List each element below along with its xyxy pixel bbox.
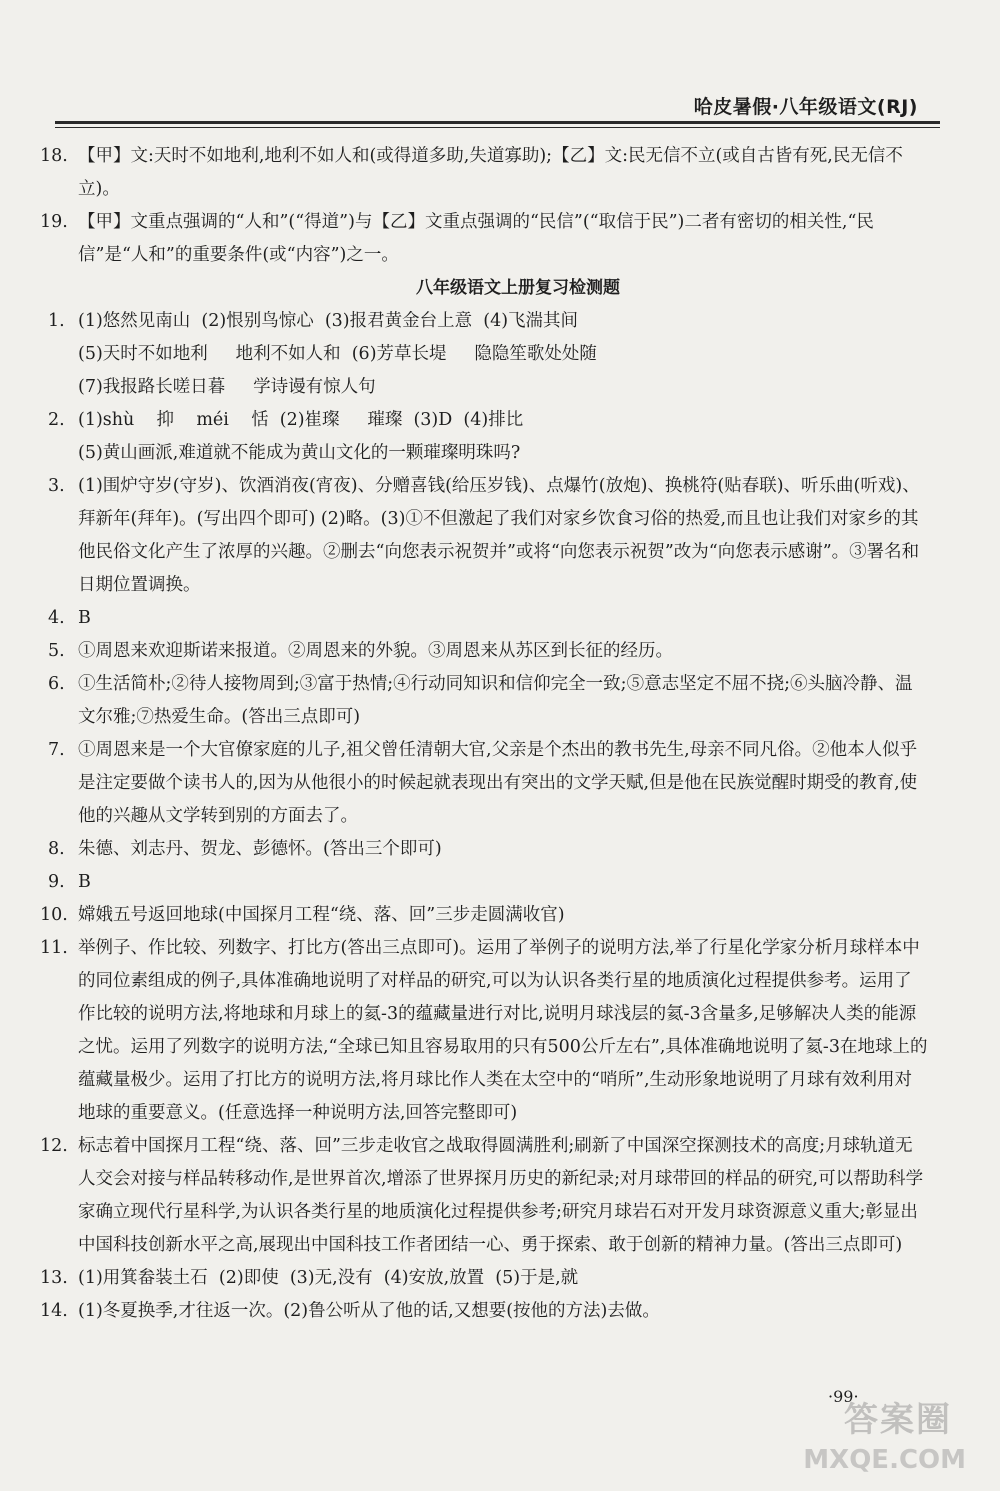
answer-text: (1)用箕畚装土石 (2)即使 (3)无,没有 (4)安放,放置 (5)于是,就 [78,1268,579,1288]
answer-number: 1. [48,311,65,331]
watermark-logo [803,1391,980,1483]
answer-number: 13. [40,1268,68,1288]
answer-item-5 [48,635,928,668]
answer-line: (1)shù 抑 méi 恬 (2)崔璨 璀璨 (3)D (4)排比 [78,410,524,430]
answer-number: 5. [48,641,65,661]
answer-text: (1)围炉守岁(守岁)、饮酒消夜(宵夜)、分赠喜钱(给压岁钱)、点爆竹(放炮)、换桃符(贴春联)、听乐曲(听戏)、拜新年(拜年)。(写出四个即可) (2)略。(3)①不但激起了我们对家乡饮食习俗的热爱,而且也让我们对家乡的其他民俗文化产生了浓厚的兴趣。②删去“向您表示祝贺并”或将“向您表示祝贺”改为“向您表示感谢”。③署名和日期位置调换。 [78,476,920,595]
answer-number: 10. [40,905,68,925]
answer-number: 11. [40,938,68,958]
answer-item-11 [40,932,928,1130]
answer-item-19 [40,206,928,272]
answer-line: (1)悠然见南山 (2)恨别鸟惊心 (3)报君黄金台上意 (4)飞湍其间 [78,311,579,331]
section-title: 八年级语文上册复习检测题 [416,278,620,298]
answer-text: ①周恩来欢迎斯诺来报道。②周恩来的外貌。③周恩来从苏区到长征的经历。 [78,641,673,661]
answer-text: B [78,872,91,892]
answer-item-8 [48,833,928,866]
running-header-title: 哈皮暑假·八年级语文(RJ) [693,96,918,118]
answer-number: 6. [48,674,65,694]
watermark-logo-text: 答案圈 [844,1400,952,1440]
answer-item-13 [40,1262,928,1295]
answer-item-2 [48,404,928,470]
answer-item-18 [40,140,928,206]
watermark-url: MXQE.COM [803,1445,966,1475]
answer-text: (1)冬夏换季,才往返一次。(2)鲁公听从了他的话,又想要(按他的方法)去做。 [78,1301,660,1321]
answer-text: ①生活简朴;②待人接物周到;③富于热情;④行动同知识和信仰完全一致;⑤意志坚定不屈不挠;⑥头脑冷静、温文尔雅;⑦热爱生命。(答出三点即可) [78,674,913,727]
answer-text: 朱德、刘志丹、贺龙、彭德怀。(答出三个即可) [78,839,442,859]
answer-text: 【甲】文重点强调的“人和”(“得道”)与【乙】文重点强调的“民信”(“取信于民”)二者有密切的相关性,“民信”是“人和”的重要条件(或“内容”)之一。 [78,212,874,265]
answer-line: (5)黄山画派,难道就不能成为黄山文化的一颗璀璨明珠吗? [78,443,521,463]
answer-item-6 [48,668,928,734]
answer-text: ①周恩来是一个大官僚家庭的儿子,祖父曾任清朝大官,父亲是个杰出的教书先生,母亲不同凡俗。②他本人似乎是注定要做个读书人的,因为从他很小的时候起就表现出有突出的文学天赋,但是他在民族觉醒时期受的教育,使他的兴趣从文学转到别的方面去了。 [78,740,918,826]
answer-line: (5)天时不如地利 地利不如人和 (6)芳草长堤 隐隐笙歌处处随 [78,344,597,364]
answer-item-9 [48,866,928,899]
answer-number: 2. [48,410,65,430]
answer-item-3 [48,470,928,602]
answer-item-7 [48,734,928,833]
header-rule-thick [55,121,940,124]
answer-item-10 [40,899,928,932]
answer-number: 7. [48,740,65,760]
answer-number: 12. [40,1136,68,1156]
answer-text: B [78,608,91,628]
answer-text: 【甲】文:天时不如地利,地利不如人和(或得道多助,失道寡助);【乙】文:民无信不立(或自古皆有死,民无信不立)。 [78,146,903,199]
answer-number: 4. [48,608,65,628]
answer-text: 标志着中国探月工程“绕、落、回”三步走收官之战取得圆满胜利;刷新了中国深空探测技术的高度;月球轨道无人交会对接与样品转移动作,是世界首次,增添了世界探月历史的新纪录;对月球带回的样品的研究,可以帮助科学家确立现代行星科学,为认识各类行星的地质演化过程提供参考;研究月球岩石对开发月球资源意义重大;彰显出中国科技创新水平之高,展现出中国科技工作者团结一心、勇于探索、敢于创新的精神力量。(答出三点即可) [78,1136,924,1255]
answer-item-14 [40,1295,928,1328]
header-rule-thin [55,127,940,128]
answer-text: 举例子、作比较、列数字、打比方(答出三点即可)。运用了举例子的说明方法,举了行星化学家分析月球样本中的同位素组成的例子,具体准确地说明了对样品的研究,可以为认识各类行星的地质演化过程提供参考。运用了作比较的说明方法,将地球和月球上的氦-3的蕴藏量进行对比,说明月球浅层的氦-3含量多,足够解决人类的能源之忧。运用了列数字的说明方法,“全球已知且容易取用的只有500公斤左右”,具体准确地说明了氦-3在地球上的蕴藏量极少。运用了打比方的说明方法,将月球比作人类在太空中的“哨所”,生动形象地说明了月球有效利用对地球的重要意义。(任意选择一种说明方法,回答完整即可) [78,938,928,1123]
answer-number: 8. [48,839,65,859]
answer-number: 18. [40,146,68,166]
answer-item-4 [48,602,928,635]
answer-number: 14. [40,1301,68,1321]
answer-content [40,140,928,1328]
page-number: ·99· [828,1387,859,1406]
answer-number: 9. [48,872,65,892]
answer-number: 3. [48,476,65,496]
answer-number: 19. [40,212,68,232]
answer-text: 嫦娥五号返回地球(中国探月工程“绕、落、回”三步走圆满收官) [78,905,565,925]
answer-line: (7)我报路长嗟日暮 学诗谩有惊人句 [78,377,376,397]
answer-item-12 [40,1130,928,1262]
answer-item-1 [48,305,928,404]
